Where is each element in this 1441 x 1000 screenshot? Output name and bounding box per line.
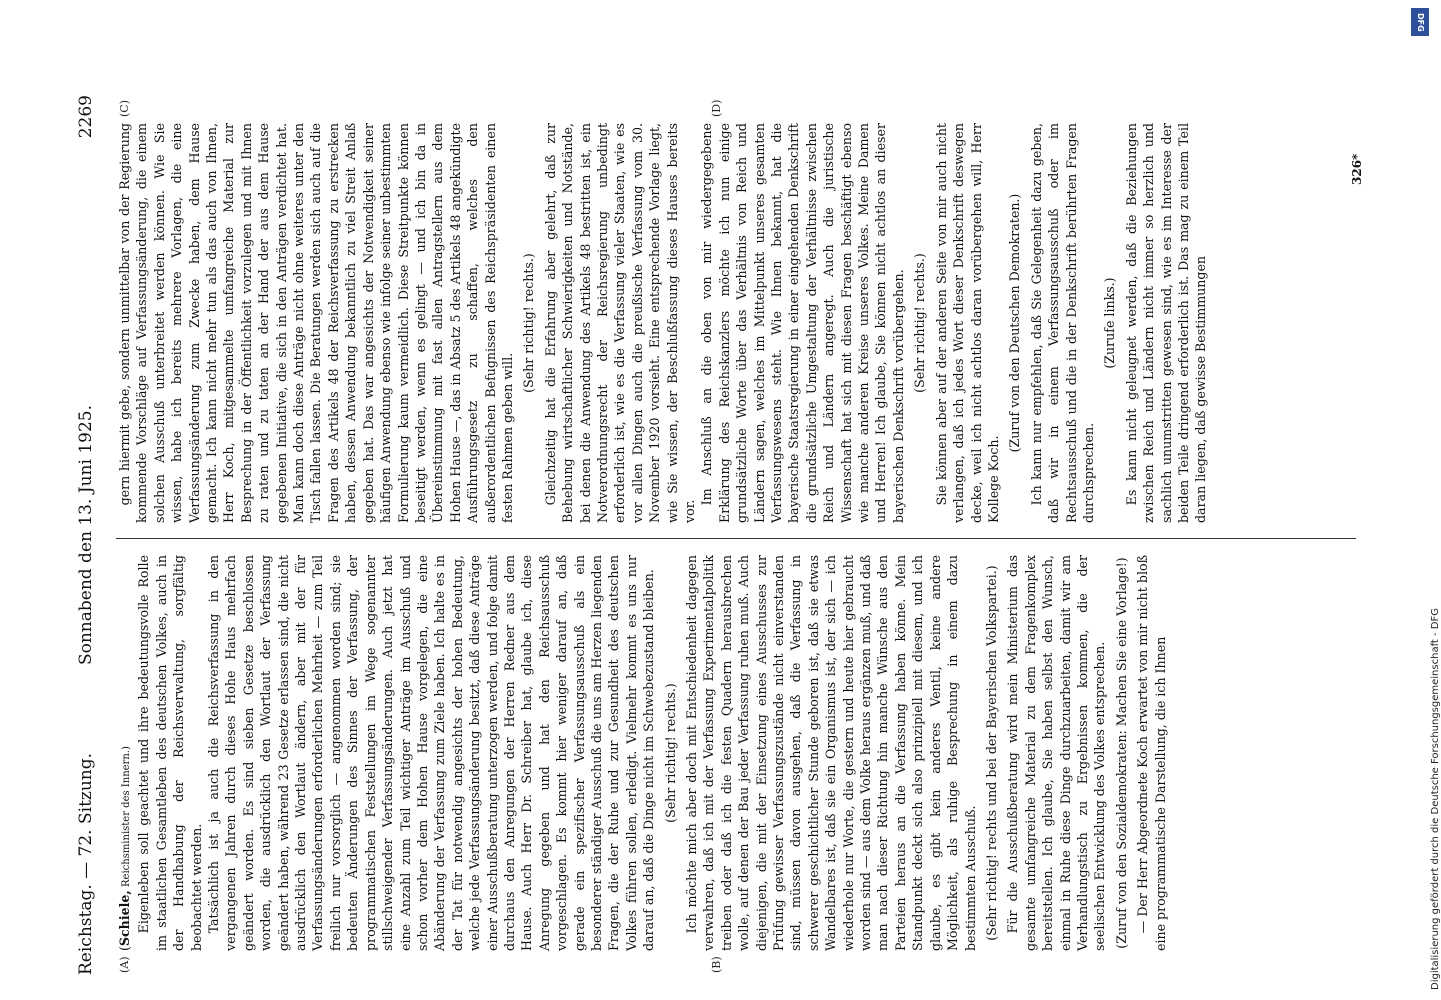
running-head	[70, 95, 106, 975]
interjection: (Sehr richtig! rechts und bei der Bayerischen Volkspartei.)	[983, 565, 999, 941]
interjection: (Sehr richtig! rechts.)	[912, 253, 928, 393]
right-column	[116, 123, 1356, 523]
margin-mark-c: (C)	[118, 100, 131, 117]
paragraph: Tatsächlich ist ja auch die Reichsverfassung in den vergangenen Jahren durch dieses Hohe Haus mehrfach geändert worden. Es sind sieben Gesetze beschlossen worden, die ausdrücklich den Wortlaut der Verfassung geändert haben, während 23 Gesetze erlassen sind, die nicht ausdrücklich den Wortlaut ändern, aber mit der für Verfassungsänderungen erforderlichen Mehrheit — zum Teil freilich nur vorsorglich — angenommen worden sind; sie bedeuten Änderungen des Sinnes der Verfassung, der programmatischen Feststellungen im Wege sogenannter stillschweigender Verfassungsänderungen. Auch jetzt hat eine Anzahl zum Teil wichtiger Anträge im Ausschuß und schon vorher dem Hohen Hause vorgelegen, die eine Abänderung der Verfassung zum Ziele haben. Ich halte es in der Tat für notwendig angesichts der hohen Bedeutung, welche jede Verfassungsänderung besitzt, daß diese Anträge einer Ausschußberatung unterzogen werden, und folge damit durchaus den Anregungen der Herren Redner aus dem Hause. Auch Herr Dr. Schreiber hat, glaube ich, diese Anregung gegeben und hat den Reichsausschuß vorgeschlagen. Es kommt hier weniger darauf an, daß gerade ein spezifischer Verfassungsausschuß als ein besonderer ständiger Ausschuß die uns am Herzen liegenden Fragen, die der Ruhe und zur Gesundheit des deutschen Volkes führen sollen, erledigt. Vielmehr kommt es uns nur darauf an, daß die Dinge nicht im Schwebezustand bleiben.	[206, 555, 657, 951]
margin-mark-a: (A)	[118, 956, 131, 973]
paragraph: Gleichzeitig hat die Erfahrung aber gelehrt, daß zur Behebung wirtschaftlicher Schwierigkeiten und Notstände, bei denen die Anwendung des Artikels 48 bestritten ist, ein Notverordnungsrecht der Reichsregierung unbedingt erforderlich ist, wie es die Verfassung vieler Staaten, wie es vor allen Dingen auch die preußische Verfassung vom 30. November 1920 vorsieht. Eine entsprechende Vorlage liegt, wie Sie wissen, der Beschlußfassung dieses Hauses bereits vor.	[542, 123, 697, 523]
interjection: (Sehr richtig! rechts.)	[521, 253, 537, 393]
left-column	[116, 555, 1356, 951]
paragraph: Ich möchte mich aber doch mit Entschiedenheit dagegen verwahren, daß ich mit der Verfassung Experimentalpolitik treiben oder daß ich die festen Quadern herausbrechen wolle, auf denen der Bau jeder Verfassung ruhen muß. Auch diejenigen, die mit der Einsetzung eines Ausschusses zur Prüfung gewisser Verfassungszustände nicht einverstanden sind, müssen davon ausgehen, daß die Verfassung in schwerer geschichtlicher Stunde geboren ist, daß sie etwas Wandelbares ist, daß sie ein Organismus ist, der sich — ich wiederhole nur Worte, die gestern und heute hier gebraucht worden sind — aus dem Volke heraus ergänzen muß, und daß man nach dieser Richtung hin manche Wünsche aus den Parteien heraus an die Verfassung haben könne. Mein Standpunkt deckt sich also prinzipiell mit diesem, und ich glaube, es gibt kein anderes Ventil, keine andere Möglichkeit, als ruhige Besprechung in einem dazu bestimmten Ausschuß.	[684, 555, 978, 951]
paragraph: — Der Herr Abgeordnete Koch erwartet von mir nicht bloß eine programmatische Darstellung, die ich Ihnen	[1135, 555, 1168, 951]
newspaper-page	[70, 95, 1370, 975]
paragraph: Es kann nicht geleugnet werden, daß die Beziehungen zwischen Reich und Ländern nicht immer so herzlich und sachlich unumstritten gewesen sind, wie es im Interesse der beiden Teile dringend erforderlich ist. Das mag zu einem Teil daran liegen, daß gewisse Bestimmungen	[1123, 123, 1209, 523]
speaker-line: (Schiele, Reichsminister des Innern.)	[117, 746, 132, 951]
folio-code: 326*	[1350, 153, 1364, 185]
speaker-name: Schiele,	[117, 890, 132, 947]
column-divider	[116, 538, 1356, 539]
paragraph: gern hiermit gebe, sondern unmittelbar von der Regierung kommende Vorschläge auf Verfassungsänderung, die einem solchen Ausschuß unterbreitet werden können. Wie Sie wissen, habe ich bereits mehrere Vorlagen, die eine Verfassungsänderung zum Zwecke haben, dem Hause gemacht. Ich kann nicht mehr tun als das auch von Ihnen, Herr Koch, mitgesammelte umfangreiche Material zur Besprechung in der Öffentlichkeit vorzulegen und mit Ihnen zu raten und zu taten an der Hand der aus dem Hause gegebenen Initiative, die sich in den Anträgen verdichtet hat. Man kann doch diese Anträge nicht ohne weiteres unter den Tisch fallen lassen. Die Beratungen werden sich auch auf die Fragen des Artikels 48 der Reichsverfassung zu erstrecken haben, dessen Anwendung bekanntlich zu viel Streit Anlaß gegeben hat. Das war angesichts der Notwendigkeit seiner häufigen Anwendung ebenso wie infolge seiner unbestimmten Formulierung kaum vermeidlich. Diese Streitpunkte können beseitigt werden, wenn es gelingt — und ich bin da in Übereinstimmung mit fast allen Antragstellern aus dem Hohen Hause —, das in Absatz 5 des Artikels 48 angekündigte Ausführungsgesetz zu schaffen, welches den außerordentlichen Befugnissen des Reichspräsidenten einen festen Rahmen geben will.	[117, 123, 515, 523]
margin-mark-d: (D)	[710, 99, 723, 117]
interjection: (Sehr richtig! rechts.)	[662, 683, 678, 823]
interjection: (Zurufe links.)	[1102, 277, 1118, 369]
header-date: Sonnabend den 13. Juni 1925.	[76, 404, 96, 666]
dfg-logo: DFG	[1411, 8, 1429, 36]
paragraph: Eigenleben soll geachtet und ihre bedeutungsvolle Rolle im staatlichen Gesamtleben des deutschen Volkes, auch in der Handhabung der Reichsverwaltung, sorgfältig beobachtet werden.	[136, 555, 204, 951]
dfg-sidebar	[1406, 0, 1441, 1000]
margin-mark-b: (B)	[710, 956, 723, 973]
header-session: Reichstag. — 72. Sitzung.	[76, 752, 96, 975]
paragraph: Ich kann nur empfehlen, daß Sie Gelegenheit dazu geben, daß wir in einem Verfassungsausschuß oder im Rechtsausschuß und die in der Denkschrift berührten Fragen durchsprechen.	[1028, 123, 1096, 523]
interjection: (Zuruf von den Deutschen Demokraten.)	[1007, 193, 1023, 453]
header-page-number: 2269	[76, 95, 96, 139]
paragraph: Sie können aber auf der anderen Seite von mir auch nicht verlangen, daß ich jedes Wort dieser Denkschrift deswegen decke, weil ich nicht achtlos daran vorübergehen will, Herr Kollege Koch.	[933, 123, 1001, 523]
dfg-credit-text: Digitalisierung gefördert durch die Deutsche Forschungsgemeinschaft - DFG	[1430, 607, 1441, 990]
interjection: (Zuruf von den Sozialdemokraten: Machen Sie eine Vorlage!)	[1113, 557, 1129, 949]
paragraph: Im Anschluß an die oben von mir wiedergegebene Erklärung des Reichskanzlers möchte ich nun einige grundsätzliche Worte über das Verhältnis von Reich und Ländern sagen, welches im Mittelpunkt unseres gesamten Verfassungswesens steht. Wie Ihnen bekannt, hat die bayerische Staatsregierung in einer eingehenden Denkschrift die grundsätzliche Umgestaltung der Verhältnisse zwischen Reich und Ländern angeregt. Auch die juristische Wissenschaft hat sich mit diesen Fragen beschäftigt ebenso wie manche anderen Kreise unseres Volkes. Meine Damen und Herren! Ich glaube, Sie können nicht achtlos an dieser bayerischen Denkschrift vorübergehen.	[699, 123, 906, 523]
paragraph: Für die Ausschußberatung wird mein Ministerium das gesamte umfangreiche Material zu dem Fragenkomplex bereitstellen. Ich glaube, Sie haben selbst den Wunsch, einmal in Ruhe diese Dinge durchzuarbeiten, damit wir am Verhandlungstisch zu Ergebnissen kommen, die der seelischen Entwicklung des Volkes entsprechen.	[1005, 555, 1108, 951]
speaker-role: Reichsminister des Innern.)	[121, 746, 132, 891]
